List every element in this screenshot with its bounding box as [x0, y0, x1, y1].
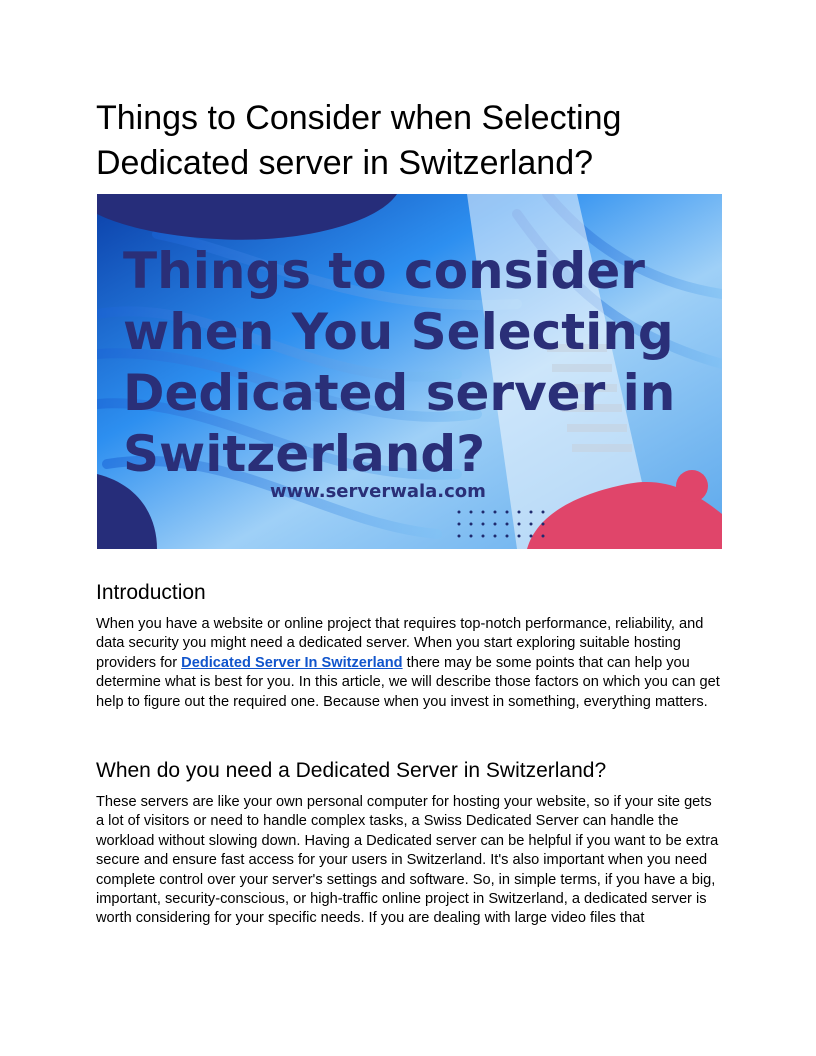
- hero-url: www.serverwala.com: [270, 481, 486, 502]
- hero-graphic: [97, 194, 722, 549]
- hero-line-1: Things to consider: [123, 242, 645, 300]
- hero-line-4: Switzerland?: [123, 425, 486, 483]
- title-line-1: Things to Consider when Selecting: [96, 99, 622, 137]
- intro-paragraph: [96, 615, 722, 712]
- hero-line-2: when You Selecting: [123, 303, 674, 361]
- title-line-2: Dedicated server in Switzerland?: [96, 144, 594, 182]
- hero-line-3: Dedicated server in: [123, 364, 676, 422]
- intro-text-before: When you have a website or online project that requires top-notch performance, reliability, and data security you might need a dedicated server. When you start exploring suitable hosting providers for: [96, 616, 704, 671]
- pink-dot: [676, 470, 708, 502]
- section-heading-when: When do you need a Dedicated Server in Switzerland?: [96, 759, 607, 782]
- intro-text-after: there may be some points that can help you determine what is best for you. In this article, we will describe those factors on which you can get help to figure out the required one. Because when you invest in something, everything matters.: [96, 654, 720, 710]
- dedicated-server-switzerland-link[interactable]: Dedicated Server In Switzerland: [181, 654, 403, 671]
- when-paragraph: These servers are like your own personal computer for hosting your website, so if your site gets a lot of visitors or need to handle complex tasks, a Swiss Dedicated Server can handle the workload without slowing down. Having a Dedicated server can be helpful if you want to be extra secure and ensure fast access for your users in Switzerland. It's also important when you need complete control over your server's settings and software. So, in simple terms, if you have a big, important, security-conscious, or high-traffic online project in Switzerland, a dedicated server is worth considering for your specific needs. If you are dealing with large video files that: [96, 794, 719, 927]
- hero-image: [97, 194, 722, 549]
- document-title: [96, 96, 716, 186]
- section-heading-introduction: Introduction: [96, 581, 206, 604]
